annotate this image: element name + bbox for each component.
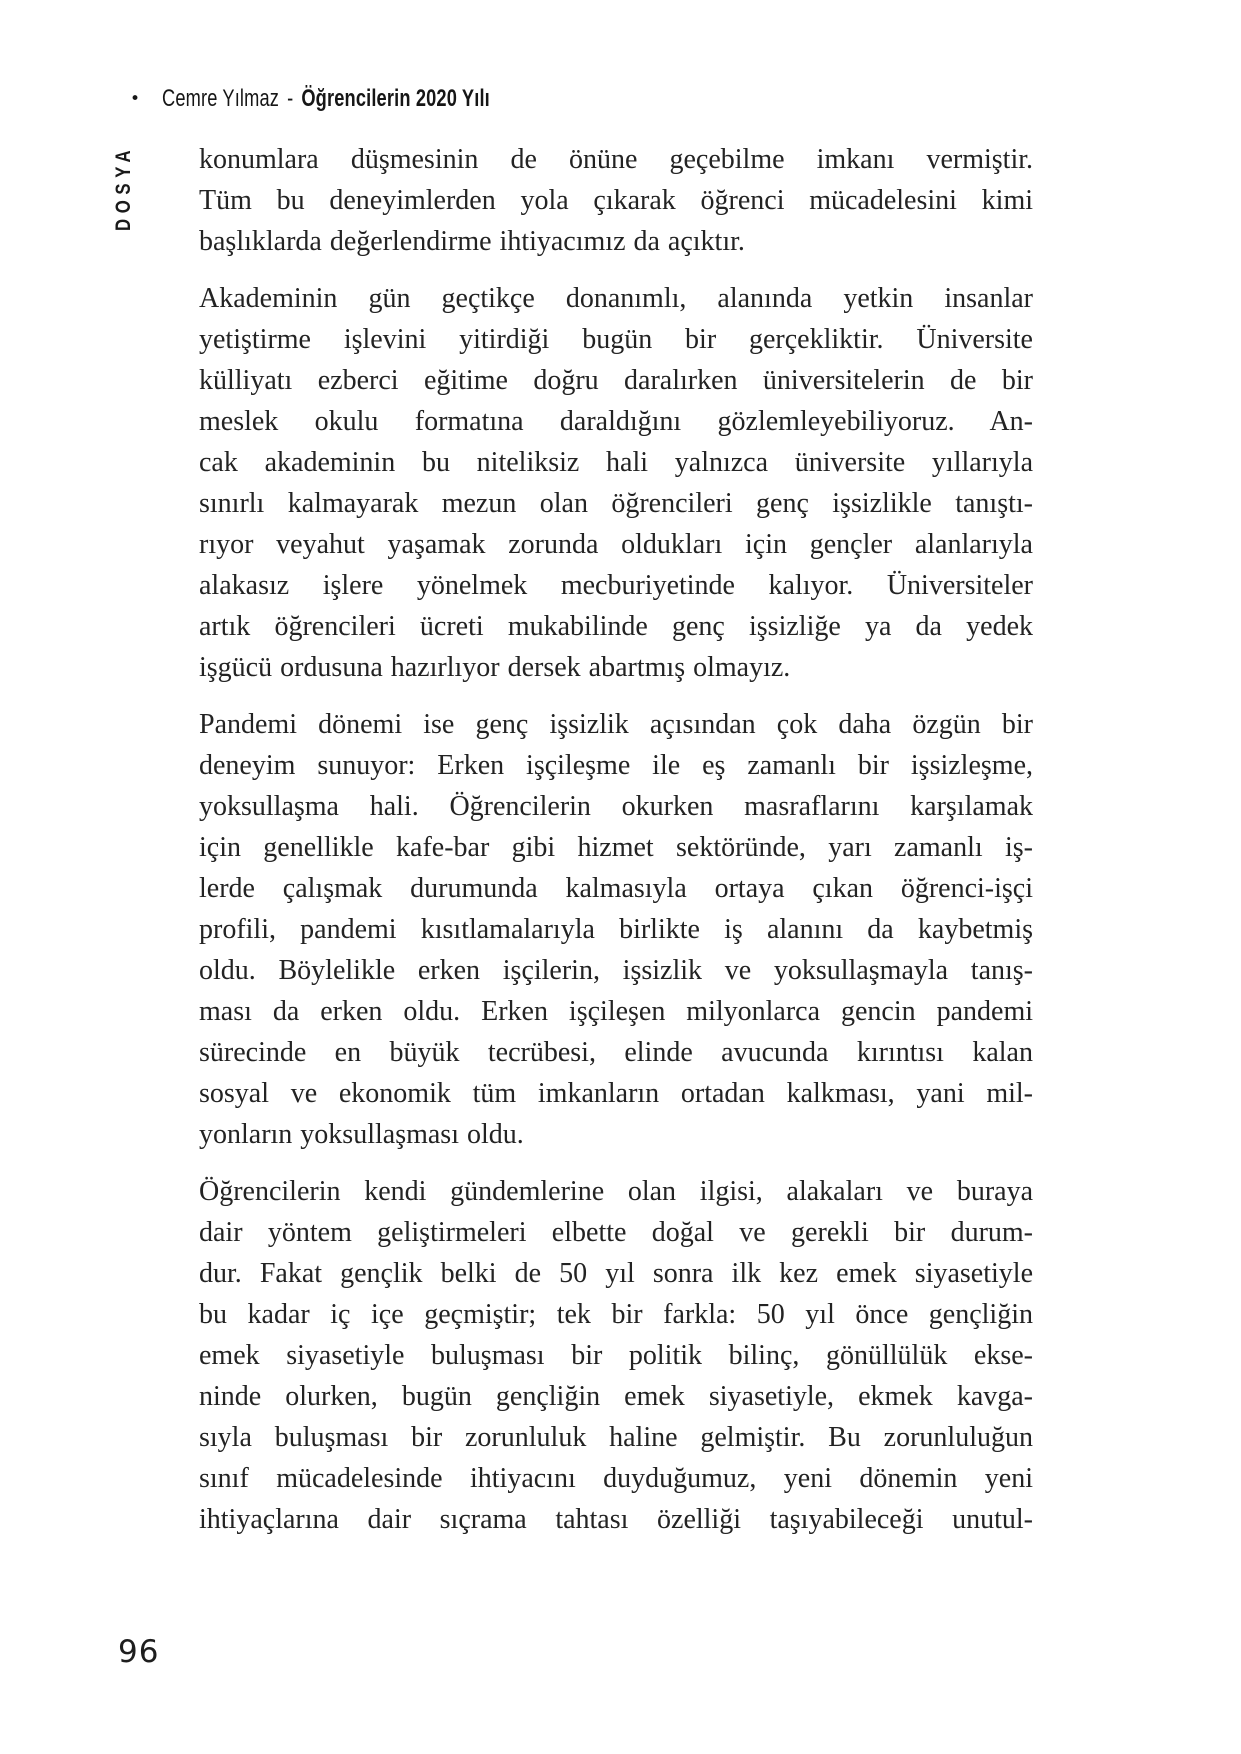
header-separator: - [287, 85, 294, 112]
header-author: Cemre Yılmaz [162, 85, 280, 112]
body-text [199, 139, 1033, 1556]
paragraph [199, 278, 1033, 688]
running-header [130, 86, 593, 112]
text-line: sınıf mücadelesinde ihtiyacını duyduğumuz, yeni dönemin yeni [199, 1463, 1033, 1494]
text-line: Akademinin gün geçtikçe donanımlı, alanında yetkin insanlar [199, 283, 1033, 314]
text-line: dair yöntem geliştirmeleri elbette doğal ve gerekli bir durum- [199, 1217, 1033, 1248]
text-line: yonların yoksullaşması oldu. [199, 1119, 524, 1150]
text-line: konumlara düşmesinin de önüne geçebilme imkanı vermiştir. [199, 144, 1033, 175]
text-line: sınırlı kalmayarak mezun olan öğrencileri genç işsizlikle tanıştı- [199, 488, 1033, 519]
text-line: Pandemi dönemi ise genç işsizlik açısından çok daha özgün bir [199, 709, 1033, 740]
text-line: cak akademinin bu niteliksiz hali yalnızca üniversite yıllarıyla [199, 447, 1033, 478]
text-line: bu kadar iç içe geçmiştir; tek bir farkla: 50 yıl önce gençliğin [199, 1299, 1033, 1330]
text-line: yetiştirme işlevini yitirdiği bugün bir gerçekliktir. Üniversite [199, 324, 1033, 355]
text-line: profili, pandemi kısıtlamalarıyla birlikte iş alanını da kaybetmiş [199, 914, 1033, 945]
text-line: sıyla buluşması bir zorunluluk haline gelmiştir. Bu zorunluluğun [199, 1422, 1033, 1453]
paragraph [199, 139, 1033, 262]
text-line: sürecinde en büyük tecrübesi, elinde avucunda kırıntısı kalan [199, 1037, 1033, 1068]
text-line: ması da erken oldu. Erken işçileşen milyonlarca gencin pandemi [199, 996, 1033, 1027]
text-line: sosyal ve ekonomik tüm imkanların ortadan kalkması, yani mil- [199, 1078, 1033, 1109]
text-line: Tüm bu deneyimlerden yola çıkarak öğrenci mücadelesini kimi [199, 185, 1033, 216]
text-line: ihtiyaçlarına dair sıçrama tahtası özelliği taşıyabileceği unutul- [199, 1504, 1033, 1535]
text-line: başlıklarda değerlendirme ihtiyacımız da açıktır. [199, 226, 745, 257]
text-line: deneyim sunuyor: Erken işçileşme ile eş zamanlı bir işsizleşme, [199, 750, 1033, 781]
text-line: oldu. Böylelikle erken işçilerin, işsizlik ve yoksullaşmayla tanış- [199, 955, 1033, 986]
text-line: dur. Fakat gençlik belki de 50 yıl sonra ilk kez emek siyasetiyle [199, 1258, 1033, 1289]
text-line: meslek okulu formatına daraldığını gözlemleyebiliyoruz. An- [199, 406, 1033, 437]
text-line: yoksullaşma hali. Öğrencilerin okurken masraflarını karşılamak [199, 791, 1033, 822]
text-line: emek siyasetiyle buluşması bir politik bilinç, gönüllülük ekse- [199, 1340, 1033, 1371]
bullet-icon: • [130, 88, 141, 109]
section-label-dosya: DOSYA [112, 144, 135, 231]
text-line: için genellikle kafe-bar gibi hizmet sektöründe, yarı zamanlı iş- [199, 832, 1033, 863]
text-line: lerde çalışmak durumunda kalmasıyla ortaya çıkan öğrenci-işçi [199, 873, 1033, 904]
text-line: artık öğrencileri ücreti mukabilinde genç işsizliğe ya da yedek [199, 611, 1033, 642]
text-line: ninde olurken, bugün gençliğin emek siyasetiyle, ekmek kavga- [199, 1381, 1033, 1412]
text-line: Öğrencilerin kendi gündemlerine olan ilgisi, alakaları ve buraya [199, 1176, 1033, 1207]
text-line: alakasız işlere yönelmek mecburiyetinde kalıyor. Üniversiteler [199, 570, 1033, 601]
paragraph [199, 1171, 1033, 1540]
text-line: külliyatı ezberci eğitime doğru daralırken üniversitelerin de bir [199, 365, 1033, 396]
text-line: rıyor veyahut yaşamak zorunda oldukları için gençler alanlarıyla [199, 529, 1033, 560]
page-number: 96 [118, 1634, 160, 1670]
text-line: işgücü ordusuna hazırlıyor dersek abartmış olmayız. [199, 652, 791, 683]
paragraph [199, 704, 1033, 1155]
header-article-title: Öğrencilerin 2020 Yılı [301, 85, 490, 112]
